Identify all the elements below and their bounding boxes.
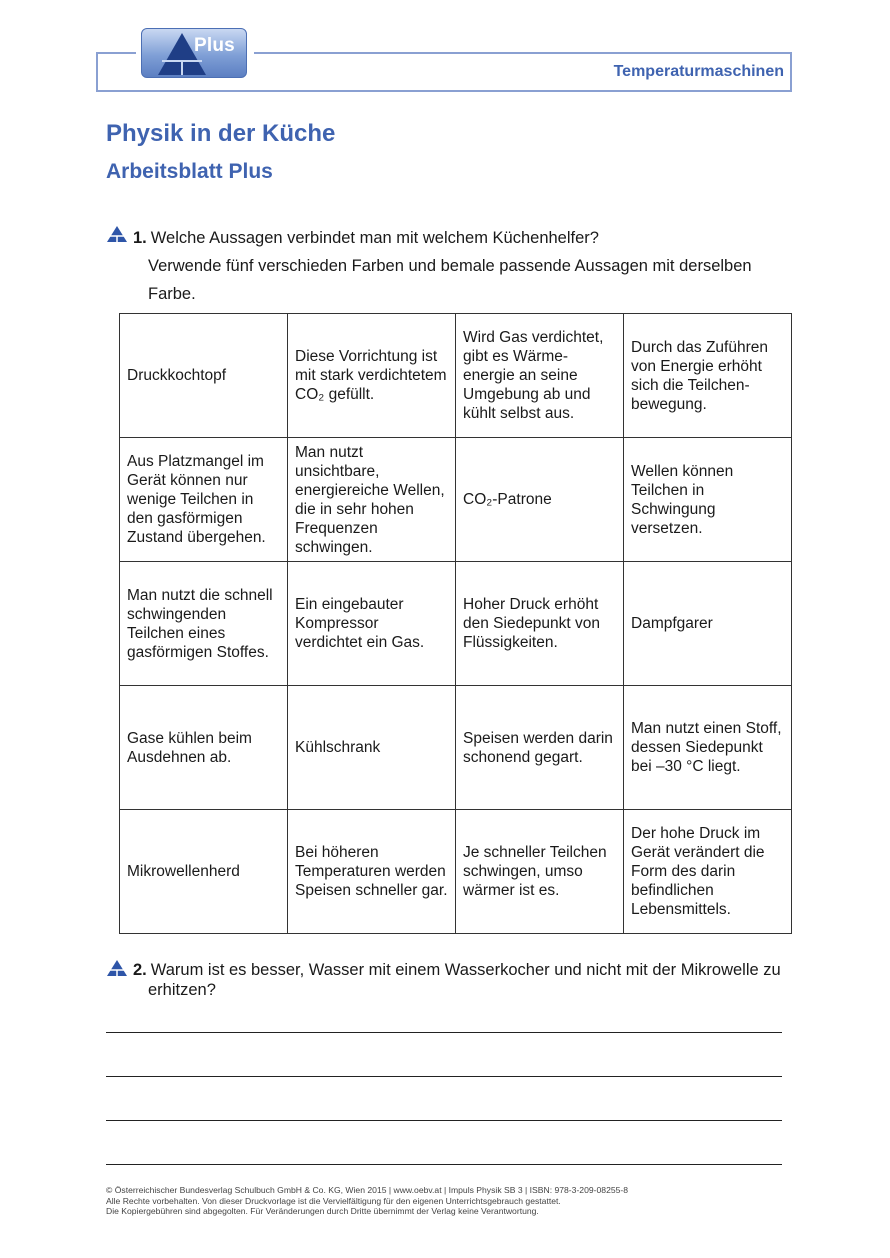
table-cell[interactable]: Wird Gas verdichtet, gibt es Wärme-energie an seine Umgebung ab und kühlt selbst aus. <box>456 314 624 438</box>
page-subtitle: Arbeitsblatt Plus <box>106 160 273 183</box>
table-row <box>120 562 792 686</box>
task-1-number: 1. <box>133 229 147 247</box>
task-1 <box>133 224 752 308</box>
table-cell[interactable]: Druckkochtopf <box>120 314 288 438</box>
logo-text: Plus <box>194 35 235 56</box>
task-1-instruction-cont: Farbe. <box>148 285 196 303</box>
task-1-instruction: Verwende fünf verschieden Farben und bemale passende Aussagen mit derselben <box>148 257 752 275</box>
table-cell[interactable]: Kühlschrank <box>288 686 456 810</box>
table-cell[interactable]: Gase kühlen beim Ausdehnen ab. <box>120 686 288 810</box>
task-triangle-icon <box>106 959 128 977</box>
table-row <box>120 314 792 438</box>
table-cell[interactable]: Der hohe Druck im Gerät verändert die Form des darin befindlichen Lebensmittels. <box>624 810 792 934</box>
table-cell[interactable]: Je schneller Teilchen schwingen, umso wärmer ist es. <box>456 810 624 934</box>
table-row <box>120 686 792 810</box>
table-cell[interactable]: Wellen können Teilchen in Schwingung versetzen. <box>624 438 792 562</box>
task-1-question: Welche Aussagen verbindet man mit welchem Küchenhelfer? <box>150 229 599 247</box>
task-2 <box>133 960 781 1000</box>
answer-line[interactable] <box>106 1120 782 1121</box>
footer-rights: Alle Rechte vorbehalten. Von dieser Druckvorlage ist die Vervielfältigung für den eigenen Unterrichtsgebrauch gestattet. <box>106 1195 561 1206</box>
table-cell[interactable]: Speisen werden darin schonend gegart. <box>456 686 624 810</box>
table-cell[interactable]: Man nutzt einen Stoff, dessen Siedepunkt bei –30 °C liegt. <box>624 686 792 810</box>
task-triangle-icon <box>106 225 128 243</box>
table-cell[interactable]: Durch das Zuführen von Energie erhöht sich die Teilchen-bewegung. <box>624 314 792 438</box>
task-2-question-cont: erhitzen? <box>148 981 216 999</box>
table-cell[interactable]: Diese Vorrichtung ist mit stark verdichtetem CO₂ gefüllt. <box>288 314 456 438</box>
table-cell[interactable]: Man nutzt unsichtbare, energiereiche Wellen, die in sehr hohen Frequenzen schwingen. <box>288 438 456 562</box>
footer-copyright: © Österreichischer Bundesverlag Schulbuch GmbH & Co. KG, Wien 2015 | www.oebv.at | Impuls Physik SB 3 | ISBN: 978-3-209-08255-8 <box>106 1185 629 1195</box>
plus-logo <box>141 28 247 78</box>
table-cell[interactable]: Ein eingebauter Kompressor verdichtet ein Gas. <box>288 562 456 686</box>
page-title: Physik in der Küche <box>106 120 336 147</box>
table-cell[interactable]: CO₂-Patrone <box>456 438 624 562</box>
task-2-question: Warum ist es besser, Wasser mit einem Wasserkocher und nicht mit der Mikrowelle zu <box>150 961 781 979</box>
table-cell[interactable]: Aus Platzmangel im Gerät können nur wenige Teilchen in den gasförmigen Zustand übergehen. <box>120 438 288 562</box>
matching-table <box>119 313 792 934</box>
footer-liability: Die Kopiergebühren sind abgegolten. Für Veränderungen durch Dritte übernimmt der Verlag keine Verantwortung. <box>106 1206 539 1216</box>
table-cell[interactable]: Mikrowellenherd <box>120 810 288 934</box>
answer-line[interactable] <box>106 1076 782 1077</box>
table-row <box>120 810 792 934</box>
footer <box>106 1185 628 1217</box>
table-cell[interactable]: Man nutzt die schnell schwingenden Teilchen eines gasförmigen Stoffes. <box>120 562 288 686</box>
answer-line[interactable] <box>106 1032 782 1033</box>
table-cell[interactable]: Dampfgarer <box>624 562 792 686</box>
section-title: Temperaturmaschinen <box>613 63 784 80</box>
task-2-number: 2. <box>133 961 147 979</box>
table-cell[interactable]: Bei höheren Temperaturen werden Speisen schneller gar. <box>288 810 456 934</box>
table-cell[interactable]: Hoher Druck erhöht den Siedepunkt von Flüssigkeiten. <box>456 562 624 686</box>
table-row <box>120 438 792 562</box>
answer-line[interactable] <box>106 1164 782 1165</box>
